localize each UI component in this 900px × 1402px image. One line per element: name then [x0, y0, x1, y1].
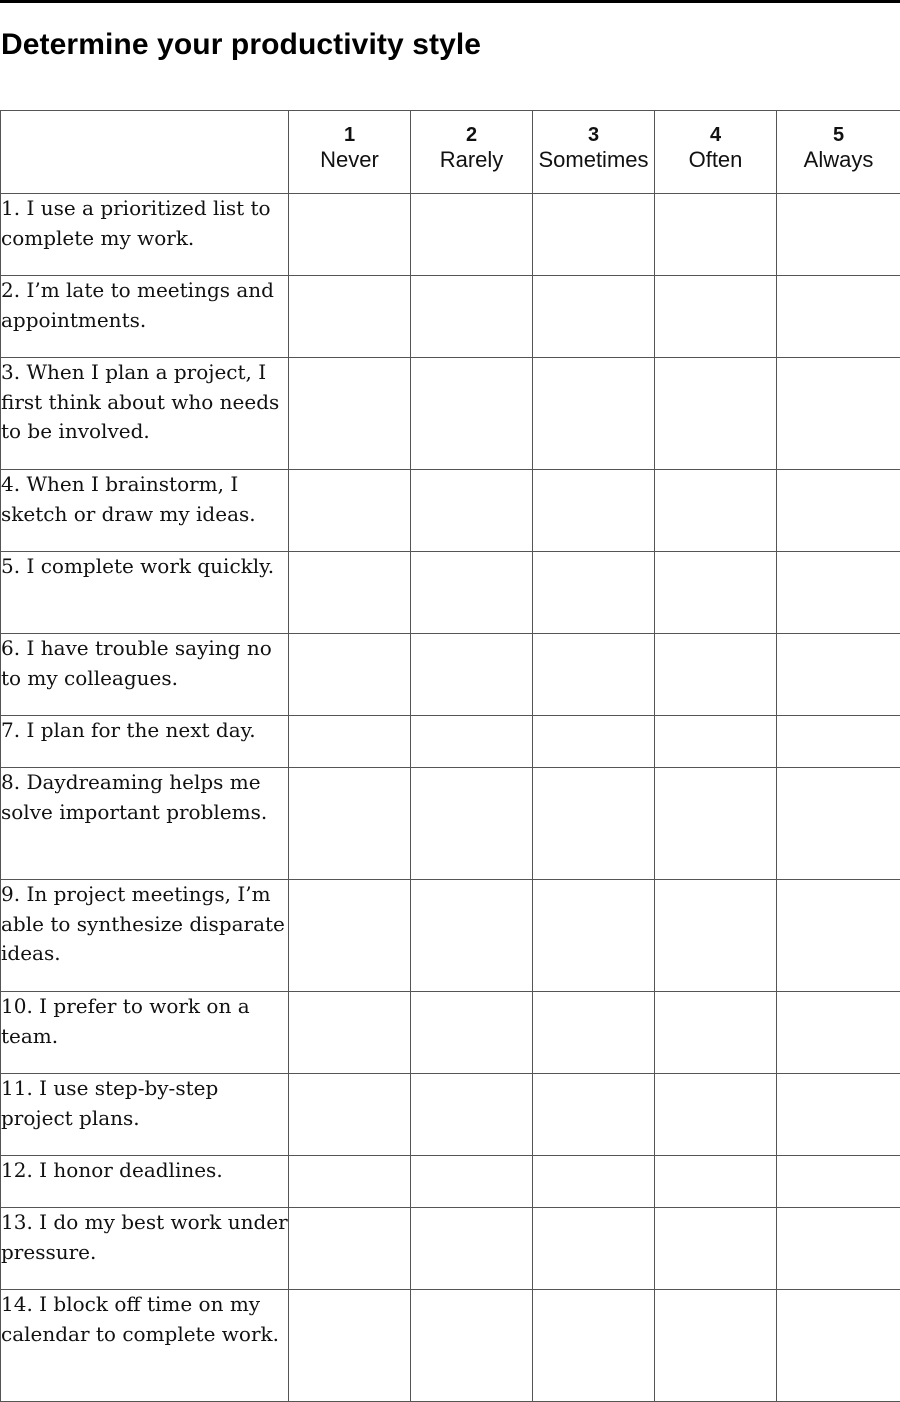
- rating-cell-2[interactable]: [411, 552, 533, 634]
- scale-number: 3: [533, 124, 654, 146]
- header-blank-cell: [1, 111, 289, 194]
- scale-label: Sometimes: [533, 146, 654, 174]
- scale-number: 4: [655, 124, 776, 146]
- statement-text: 12. I honor deadlines.: [1, 1156, 289, 1208]
- table-row: [1, 992, 900, 1074]
- rating-cell-2[interactable]: [411, 880, 533, 992]
- rating-cell-5[interactable]: [777, 716, 900, 768]
- rating-cell-3[interactable]: [533, 768, 655, 880]
- rating-cell-1[interactable]: [289, 1074, 411, 1156]
- rating-cell-5[interactable]: [777, 1156, 900, 1208]
- table-row: [1, 1290, 900, 1402]
- rating-cell-4[interactable]: [655, 768, 777, 880]
- rating-cell-2[interactable]: [411, 194, 533, 276]
- statement-text: 1. I use a prioritized list to complete my work.: [1, 194, 289, 276]
- rating-cell-2[interactable]: [411, 1208, 533, 1290]
- rating-cell-1[interactable]: [289, 716, 411, 768]
- table-row: [1, 634, 900, 716]
- statement-text: 7. I plan for the next day.: [1, 716, 289, 768]
- scale-header-2: [411, 111, 533, 194]
- rating-cell-2[interactable]: [411, 276, 533, 358]
- survey-table: [0, 110, 900, 1402]
- rating-cell-3[interactable]: [533, 634, 655, 716]
- rating-cell-2[interactable]: [411, 768, 533, 880]
- statement-text: 8. Daydreaming helps me solve important problems.: [1, 768, 289, 880]
- rating-cell-1[interactable]: [289, 276, 411, 358]
- rating-cell-1[interactable]: [289, 992, 411, 1074]
- rating-cell-1[interactable]: [289, 880, 411, 992]
- statement-text: 13. I do my best work under pressure.: [1, 1208, 289, 1290]
- rating-cell-2[interactable]: [411, 1074, 533, 1156]
- rating-cell-1[interactable]: [289, 358, 411, 470]
- table-row: [1, 1074, 900, 1156]
- rating-cell-4[interactable]: [655, 716, 777, 768]
- scale-label: Always: [777, 146, 900, 174]
- rating-cell-5[interactable]: [777, 768, 900, 880]
- rating-cell-4[interactable]: [655, 276, 777, 358]
- table-row: [1, 880, 900, 992]
- rating-cell-3[interactable]: [533, 1074, 655, 1156]
- table-row: [1, 552, 900, 634]
- table-row: [1, 1208, 900, 1290]
- statement-text: 3. When I plan a project, I first think about who needs to be involved.: [1, 358, 289, 470]
- statement-text: 11. I use step-by-step project plans.: [1, 1074, 289, 1156]
- statement-text: 2. I’m late to meetings and appointments.: [1, 276, 289, 358]
- scale-number: 1: [289, 124, 410, 146]
- rating-cell-5[interactable]: [777, 1208, 900, 1290]
- scale-header-row: [1, 111, 900, 194]
- rating-cell-3[interactable]: [533, 194, 655, 276]
- rating-cell-4[interactable]: [655, 634, 777, 716]
- rating-cell-5[interactable]: [777, 1074, 900, 1156]
- rating-cell-3[interactable]: [533, 358, 655, 470]
- scale-number: 5: [777, 124, 900, 146]
- rating-cell-5[interactable]: [777, 1290, 900, 1402]
- rating-cell-4[interactable]: [655, 358, 777, 470]
- scale-header-3: [533, 111, 655, 194]
- rating-cell-4[interactable]: [655, 1208, 777, 1290]
- rating-cell-4[interactable]: [655, 880, 777, 992]
- rating-cell-2[interactable]: [411, 1290, 533, 1402]
- scale-header-1: [289, 111, 411, 194]
- rating-cell-4[interactable]: [655, 470, 777, 552]
- table-row: [1, 194, 900, 276]
- rating-cell-1[interactable]: [289, 768, 411, 880]
- rating-cell-2[interactable]: [411, 716, 533, 768]
- table-row: [1, 358, 900, 470]
- statement-text: 6. I have trouble saying no to my colleagues.: [1, 634, 289, 716]
- rating-cell-4[interactable]: [655, 552, 777, 634]
- scale-header-4: [655, 111, 777, 194]
- statement-text: 14. I block off time on my calendar to complete work.: [1, 1290, 289, 1402]
- table-row: [1, 470, 900, 552]
- rating-cell-1[interactable]: [289, 1156, 411, 1208]
- rating-cell-2[interactable]: [411, 470, 533, 552]
- rating-cell-1[interactable]: [289, 194, 411, 276]
- rating-cell-1[interactable]: [289, 1290, 411, 1402]
- rating-cell-3[interactable]: [533, 992, 655, 1074]
- table-row: [1, 768, 900, 880]
- rating-cell-3[interactable]: [533, 1208, 655, 1290]
- rating-cell-4[interactable]: [655, 1156, 777, 1208]
- scale-label: Often: [655, 146, 776, 174]
- table-row: [1, 716, 900, 768]
- rating-cell-3[interactable]: [533, 1290, 655, 1402]
- rating-cell-5[interactable]: [777, 880, 900, 992]
- scale-label: Rarely: [411, 146, 532, 174]
- statement-text: 10. I prefer to work on a team.: [1, 992, 289, 1074]
- scale-label: Never: [289, 146, 410, 174]
- table-row: [1, 1156, 900, 1208]
- statement-text: 9. In project meetings, I’m able to synthesize disparate ideas.: [1, 880, 289, 992]
- table-row: [1, 276, 900, 358]
- rating-cell-3[interactable]: [533, 880, 655, 992]
- statement-text: 4. When I brainstorm, I sketch or draw my ideas.: [1, 470, 289, 552]
- rating-cell-4[interactable]: [655, 194, 777, 276]
- rating-cell-2[interactable]: [411, 358, 533, 470]
- rating-cell-5[interactable]: [777, 552, 900, 634]
- rating-cell-3[interactable]: [533, 552, 655, 634]
- rating-cell-5[interactable]: [777, 470, 900, 552]
- rating-cell-1[interactable]: [289, 1208, 411, 1290]
- rating-cell-3[interactable]: [533, 716, 655, 768]
- rating-cell-4[interactable]: [655, 1074, 777, 1156]
- statement-text: 5. I complete work quickly.: [1, 552, 289, 634]
- rating-cell-1[interactable]: [289, 552, 411, 634]
- scale-number: 2: [411, 124, 532, 146]
- rating-cell-5[interactable]: [777, 194, 900, 276]
- rating-cell-1[interactable]: [289, 470, 411, 552]
- rating-cell-3[interactable]: [533, 276, 655, 358]
- rating-cell-5[interactable]: [777, 992, 900, 1074]
- rating-cell-2[interactable]: [411, 992, 533, 1074]
- rating-cell-1[interactable]: [289, 634, 411, 716]
- rating-cell-5[interactable]: [777, 358, 900, 470]
- scale-header-5: [777, 111, 900, 194]
- rating-cell-2[interactable]: [411, 634, 533, 716]
- rating-cell-2[interactable]: [411, 1156, 533, 1208]
- rating-cell-4[interactable]: [655, 992, 777, 1074]
- page-title: Determine your productivity style: [1, 26, 481, 64]
- rating-cell-5[interactable]: [777, 634, 900, 716]
- survey-body: [1, 194, 900, 1402]
- top-rule: [0, 0, 900, 3]
- rating-cell-3[interactable]: [533, 470, 655, 552]
- rating-cell-3[interactable]: [533, 1156, 655, 1208]
- rating-cell-5[interactable]: [777, 276, 900, 358]
- rating-cell-4[interactable]: [655, 1290, 777, 1402]
